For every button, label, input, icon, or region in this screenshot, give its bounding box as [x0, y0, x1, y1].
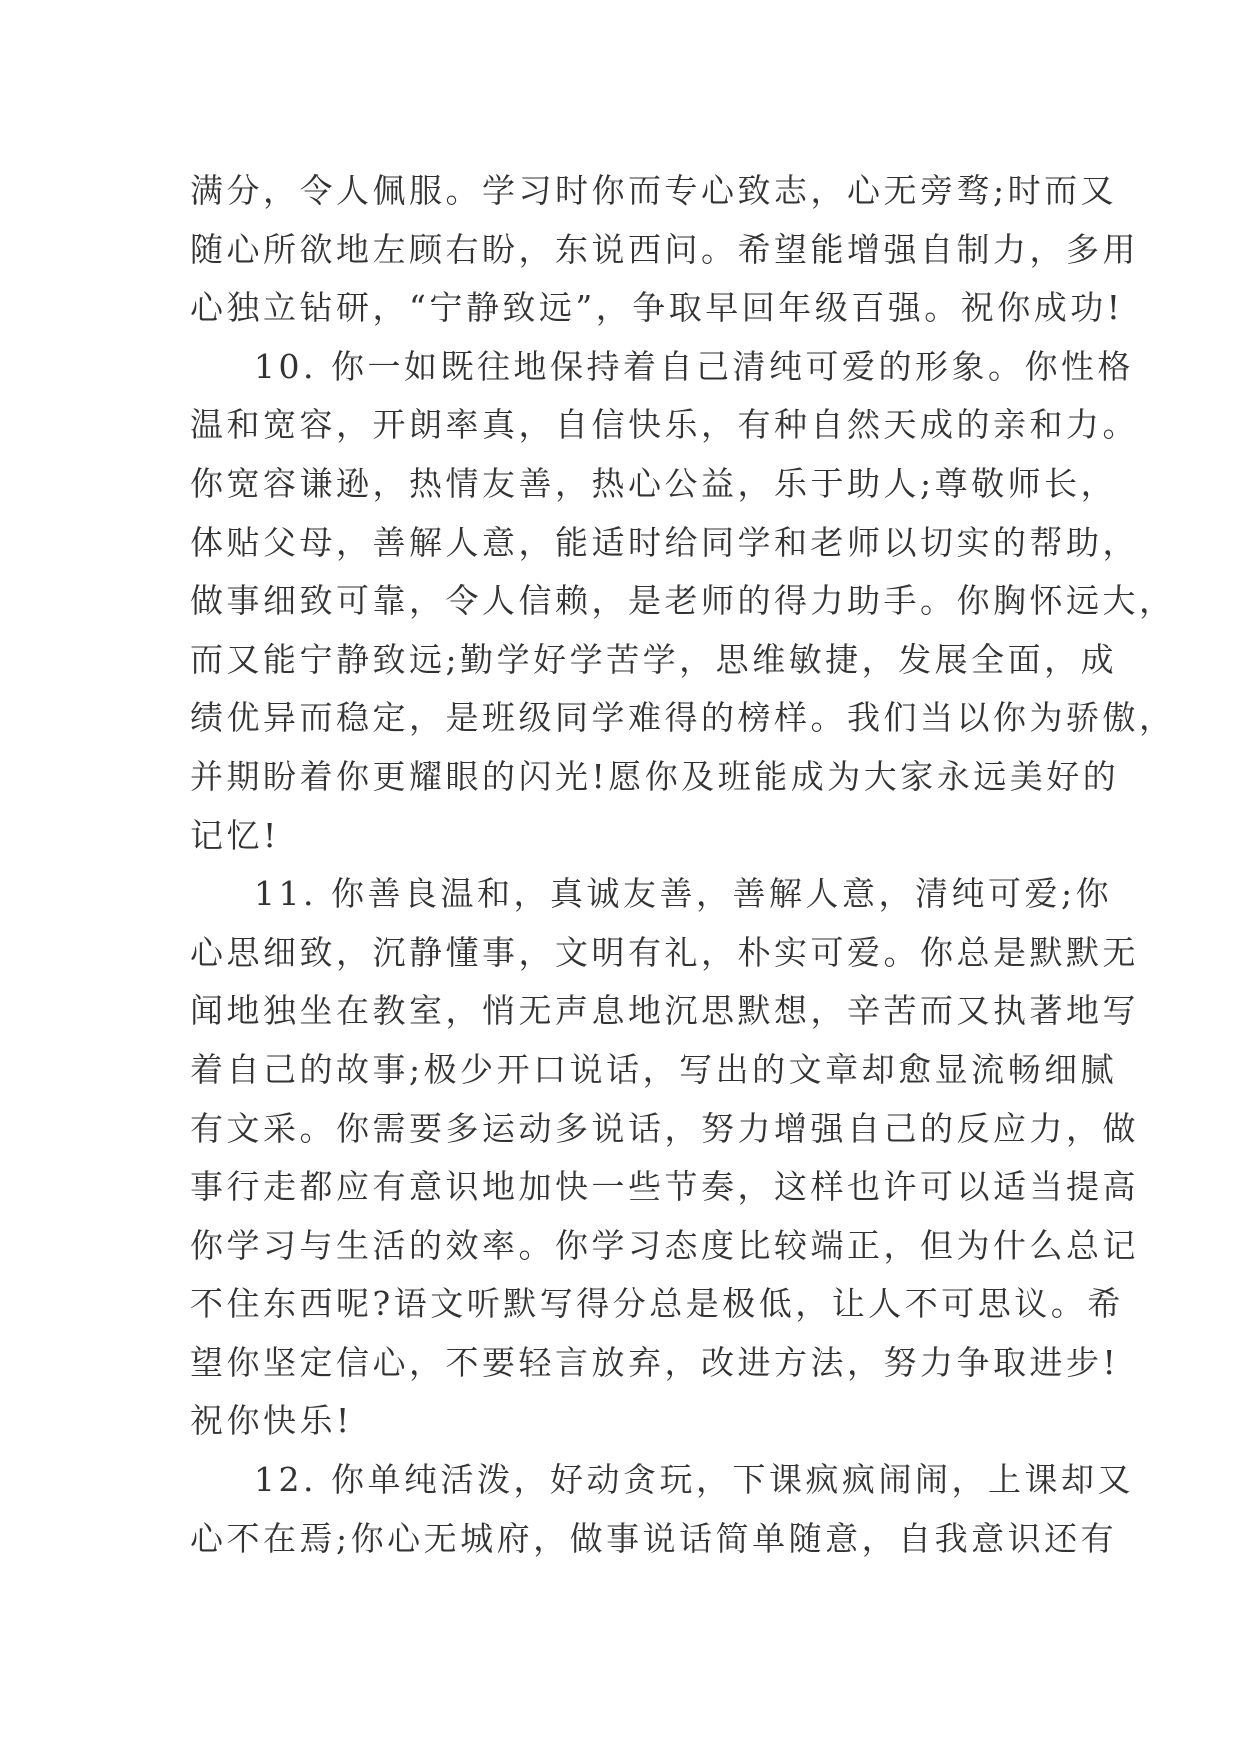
text-line: 不住东西呢?语文听默写得分总是极低，让人不可思议。希: [190, 1284, 1124, 1324]
text-line: 并期盼着你更耀眼的闪光!愿你及班能成为大家永远美好的: [190, 756, 1120, 796]
text-line: 绩优异而稳定，是班级同学难得的榜样。我们当以你为骄傲，: [190, 698, 1176, 738]
text-line: 你宽容谦逊，热情友善，热心公益，乐于助人;尊敬师长，: [190, 463, 1118, 503]
text-line: 11. 你善良温和，真诚友善，善解人意，清纯可爱;你: [254, 874, 1113, 914]
text-line: 有文采。你需要多运动多说话，努力增强自己的反应力，做: [190, 1108, 1139, 1148]
text-line: 你学习与生活的效率。你学习态度比较端正，但为什么总记: [190, 1225, 1139, 1265]
text-line: 望你坚定信心，不要轻言放弃，改进方法，努力争取进步!: [190, 1342, 1120, 1382]
text-line: 心不在焉;你心无城府，做事说话简单随意，自我意识还有: [190, 1518, 1118, 1558]
text-line: 而又能宁静致远;勤学好学苦学，思维敏捷，发展全面，成: [190, 639, 1118, 679]
text-line: 心独立钻研，“宁静致远”，争取早回年级百强。祝你成功!: [190, 288, 1124, 328]
text-line: 随心所欲地左顾右盼，东说西问。希望能增强自制力，多用: [190, 229, 1139, 269]
text-line: 10. 你一如既往地保持着自己清纯可爱的形象。你性格: [254, 346, 1134, 386]
text-line: 闻地独坐在教室，悄无声息地沉思默想，辛苦而又执著地写: [190, 991, 1139, 1031]
text-line: 12. 你单纯活泼，好动贪玩，下课疯疯闹闹，上课却又: [254, 1460, 1134, 1500]
text-line: 体贴父母，善解人意，能适时给同学和老师以切实的帮助，: [190, 522, 1139, 562]
body-text: [190, 162, 1176, 1568]
text-line: 着自己的故事;极少开口说话，写出的文章却愈显流畅细腻: [190, 1049, 1118, 1089]
text-line: 事行走都应有意识地加快一些节奏，这样也许可以适当提高: [190, 1167, 1139, 1207]
text-line: 心思细致，沉静懂事，文明有礼，朴实可爱。你总是默默无: [190, 932, 1139, 972]
text-line: 满分，令人佩服。学习时你而专心致志，心无旁骛;时而又: [190, 171, 1118, 210]
text-line: 祝你快乐!: [190, 1401, 353, 1441]
text-line: 做事细致可靠，令人信赖，是老师的得力助手。你胸怀远大，: [190, 581, 1176, 621]
text-line: 温和宽容，开朗率真，自信快乐，有种自然天成的亲和力。: [190, 405, 1139, 445]
text-line: 记忆!: [190, 815, 280, 855]
